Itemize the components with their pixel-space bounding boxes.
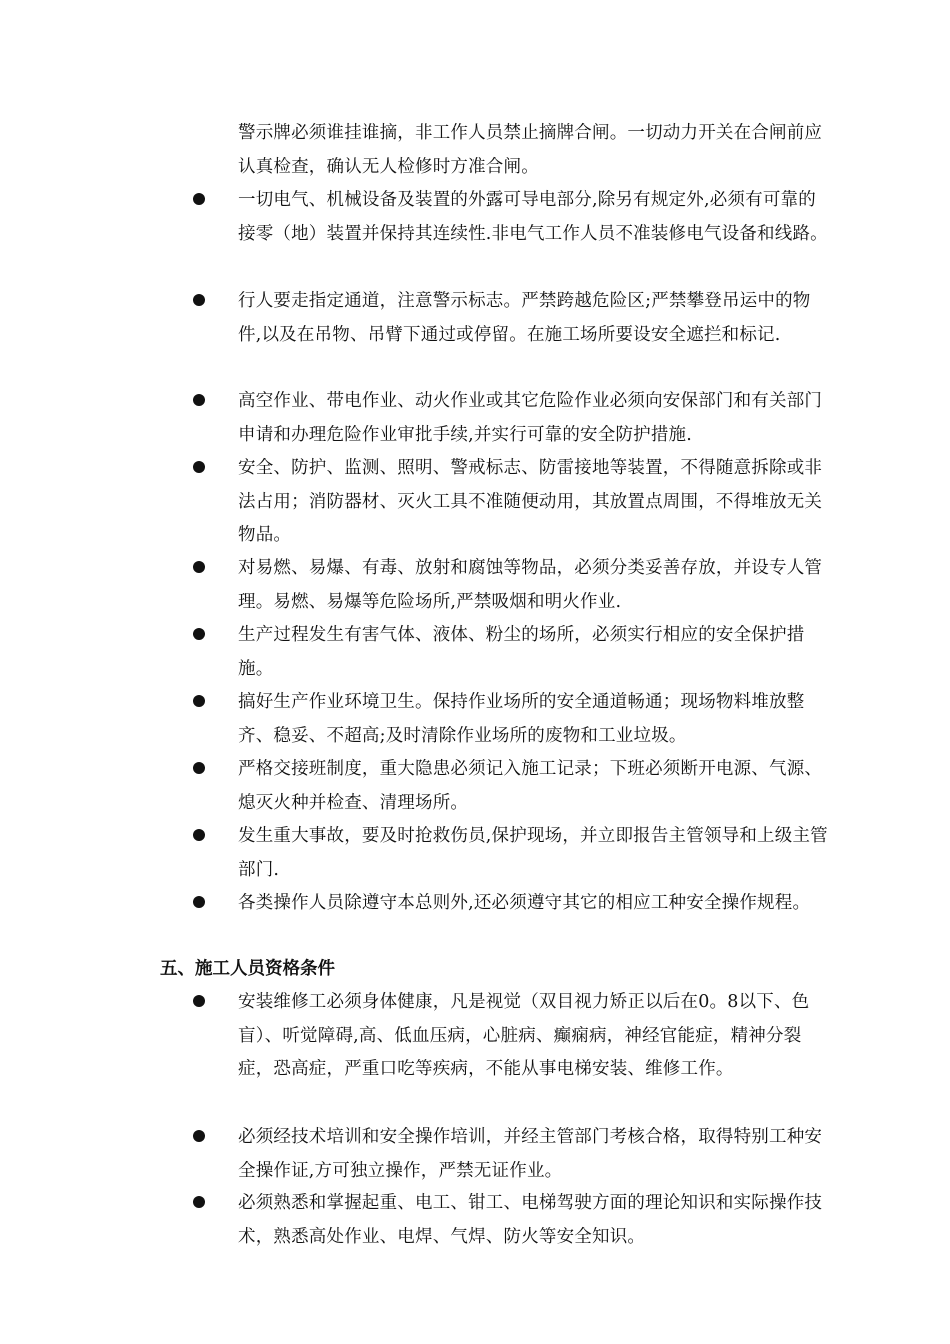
bullet-icon	[193, 829, 205, 841]
bullet-icon	[193, 294, 205, 306]
list-item: 安装维修工必须身体健康，凡是视觉（双目视力矫正以后在0。8以下、色盲）、听觉障碍,高、低血压病，心脏病、癫痫病，神经官能症，精神分裂症，恐高症，严重口吃等疾病，不能从事电梯安装、维修工作。	[238, 992, 810, 1079]
list-item: 安全、防护、监测、照明、警戒标志、防雷接地等装置，不得随意拆除或非法占用；消防器材、灭火工具不准随便动用，其放置点周围，不得堆放无关物品。	[238, 458, 823, 545]
list-item: 必须熟悉和掌握起重、电工、钳工、电梯驾驶方面的理论知识和实际操作技术，熟悉高处作业、电焊、气焊、防火等安全知识。	[238, 1193, 823, 1247]
list-item: 一切电气、机械设备及装置的外露可导电部分,除另有规定外,必须有可靠的接零（地）装置并保持其连续性.非电气工作人员不准装修电气设备和线路。	[238, 190, 828, 244]
bullet-icon	[193, 695, 205, 707]
bullet-icon	[193, 461, 205, 473]
list-item: 搞好生产作业环境卫生。保持作业场所的安全通道畅通；现场物料堆放整齐、稳妥、不超高;及时清除作业场所的废物和工业垃圾。	[238, 692, 805, 746]
bullet-icon	[193, 193, 205, 205]
continuation-paragraph: 警示牌必须谁挂谁摘，非工作人员禁止摘牌合闸。一切动力开关在合闸前应认真检查，确认无人检修时方准合闸。	[238, 123, 823, 177]
list-item: 必须经技术培训和安全操作培训，并经主管部门考核合格，取得特别工种安全操作证,方可独立操作，严禁无证作业。	[238, 1127, 823, 1181]
bullet-icon	[193, 1196, 205, 1208]
list-item: 高空作业、带电作业、动火作业或其它危险作业必须向安保部门和有关部门申请和办理危险作业审批手续,并实行可靠的安全防护措施.	[238, 391, 823, 445]
bullet-icon	[193, 1130, 205, 1142]
section-heading: 五、施工人员资格条件	[160, 959, 335, 979]
list-item: 行人要走指定通道，注意警示标志。严禁跨越危险区;严禁攀登吊运中的物件,以及在吊物、吊臂下通过或停留。在施工场所要设安全遮拦和标记.	[238, 291, 811, 345]
list-item: 生产过程发生有害气体、液体、粉尘的场所，必须实行相应的安全保护措施。	[238, 625, 805, 679]
bullet-icon	[193, 394, 205, 406]
list-item: 严格交接班制度，重大隐患必须记入施工记录；下班必须断开电源、气源、熄灭火种并检查、清理场所。	[238, 759, 823, 813]
list-item: 发生重大事故，要及时抢救伤员,保护现场，并立即报告主管领导和上级主管部门.	[238, 826, 828, 880]
bullet-icon	[193, 896, 205, 908]
list-item: 各类操作人员除遵守本总则外,还必须遵守其它的相应工种安全操作规程。	[238, 893, 811, 913]
bullet-icon	[193, 762, 205, 774]
bullet-icon	[193, 995, 205, 1007]
bullet-icon	[193, 561, 205, 573]
bullet-icon	[193, 628, 205, 640]
list-item: 对易燃、易爆、有毒、放射和腐蚀等物品，必须分类妥善存放，并设专人管理。易燃、易爆等危险场所,严禁吸烟和明火作业.	[238, 558, 823, 612]
